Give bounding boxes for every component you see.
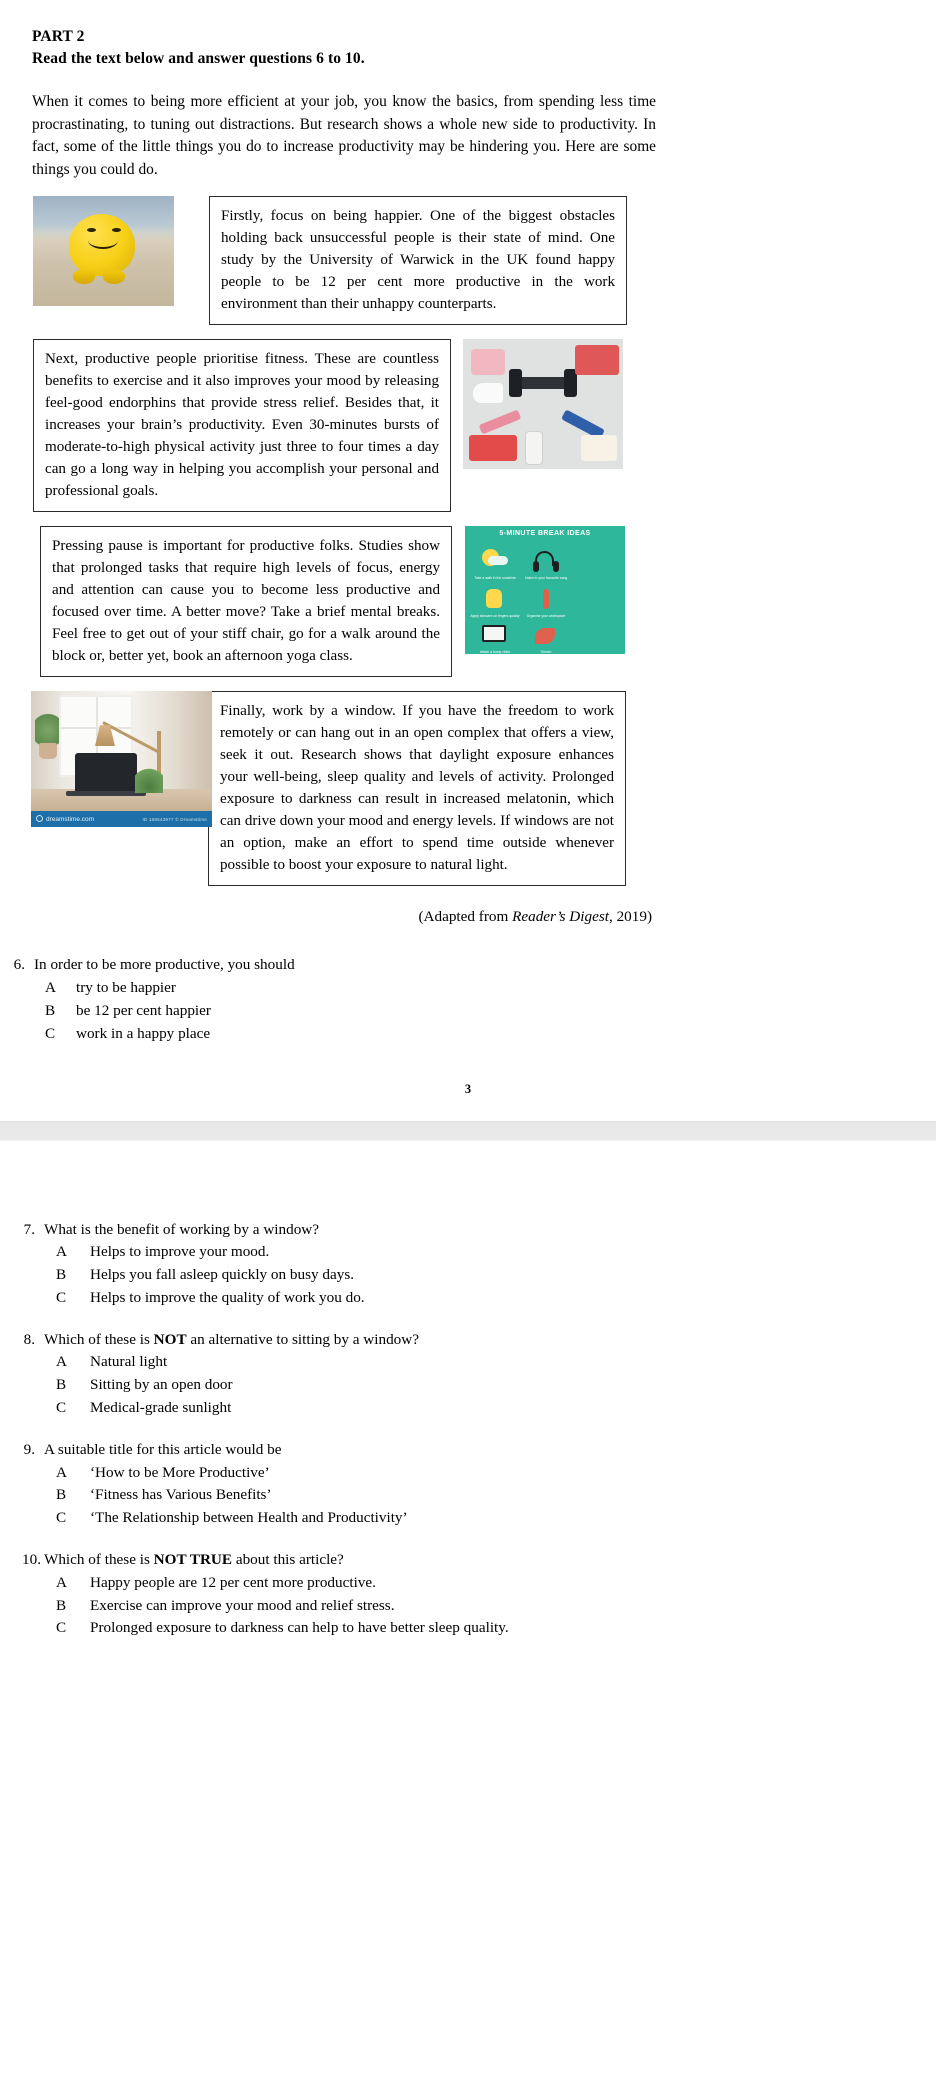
option-text: Helps you fall asleep quickly on busy days.: [90, 1266, 355, 1284]
option-letter: A: [45, 979, 56, 997]
option-letter: A: [56, 1243, 67, 1261]
passage-text-window: Finally, work by a window. If you have the freedom to work remotely or can hang out in an open complex that offers a view, seek it out. Research shows that daylight exposure enhances your well-being, sleep quality and levels of activity. Prolonged exposure to darkness can result in increased melatonin, which can drive down your mood and energy levels. If windows are not an option, make an effort to spend time outside whenever possible to boost your exposure to natural light.: [208, 691, 626, 886]
passage-text-breaks: Pressing pause is important for productive folks. Studies show that prolonged tasks that require high levels of focus, energy and attention can cause you to become less productive and focused over time. A better move? Take a brief mental breaks. Feel free to get out of your stiff chair, go for a walk around the block or, better yet, book an afternoon yoga class.: [40, 526, 452, 677]
option-text: ‘How to be More Productive’: [90, 1463, 270, 1481]
option-text: Natural light: [90, 1353, 168, 1371]
option-letter: B: [56, 1596, 67, 1614]
answer-option[interactable]: [0, 1264, 936, 1287]
option-letter: B: [45, 1001, 56, 1019]
option-text: ‘Fitness has Various Benefits’: [90, 1486, 272, 1504]
question-stem: [0, 1219, 936, 1242]
answer-option[interactable]: [0, 1351, 936, 1374]
option-text: Exercise can improve your mood and relief stress.: [90, 1596, 395, 1614]
option-text: Happy people are 12 per cent more productive.: [90, 1573, 376, 1591]
passage-text-fitness: Next, productive people prioritise fitness. These are countless benefits to exercise and it also improves your mood by releasing feel-good endorphins that provide stress relief. Besides that, it increases your brain’s productivity. Even 30-minutes bursts of moderate-to-high physical activity just three to four times a day can go a long way in helping you accomplish your personal and professional goals.: [33, 339, 451, 512]
infographic-cell-label: Watch a funny video: [479, 649, 511, 654]
option-text: Prolonged exposure to darkness can help to have better sleep quality.: [90, 1619, 509, 1637]
question-number: 9.: [23, 1440, 35, 1458]
option-letter: C: [56, 1399, 67, 1417]
question-stem: [0, 1439, 936, 1462]
part-instruction: Read the text below and answer questions 6 to 10.: [32, 50, 365, 68]
question-item: [0, 1219, 936, 1310]
infographic-cell-label: Apply skincare on fingers quickly: [470, 613, 520, 618]
question-text: A suitable title for this article would be: [44, 1440, 282, 1458]
option-letter: C: [56, 1509, 67, 1527]
option-text: Helps to improve the quality of work you do.: [90, 1288, 365, 1306]
intro-paragraph: When it comes to being more efficient at your job, you know the basics, from spending less time procrastinating, to tuning out distractions. But research shows a whole new side to productivity. In fact, some of the little things you do to increase productivity may be hindering you. Here are some things you could do.: [32, 92, 656, 178]
option-letter: A: [56, 1573, 67, 1591]
option-text: Helps to improve your mood.: [90, 1243, 270, 1261]
source-attribution: [0, 908, 652, 926]
watermark-code: ID 168543977 © Dreamstime: [142, 816, 207, 822]
passage-block-happier: [0, 196, 936, 325]
answer-option[interactable]: [0, 1595, 936, 1618]
question-item: [0, 1329, 936, 1420]
gym-equipment-flatlay-photo: [463, 339, 623, 469]
option-letter: C: [56, 1619, 67, 1637]
question-item: [0, 954, 936, 1045]
option-text: Sitting by an open door: [90, 1376, 233, 1394]
answer-option[interactable]: [0, 1397, 936, 1420]
option-text: Medical-grade sunlight: [90, 1399, 232, 1417]
question-number: 8.: [23, 1330, 35, 1348]
answer-option[interactable]: [0, 1572, 936, 1595]
home-office-desk-by-window-photo: [31, 691, 212, 827]
watermark-site: dreamstime.com: [46, 816, 95, 824]
answer-option[interactable]: [0, 977, 936, 1000]
passage-block-window: [0, 691, 936, 886]
option-letter: A: [56, 1353, 67, 1371]
question-number: 7.: [23, 1220, 35, 1238]
question-number: 6.: [13, 956, 25, 974]
attribution-suffix: , 2019): [608, 908, 652, 926]
question-stem: [0, 954, 936, 977]
answer-option[interactable]: [0, 1507, 936, 1530]
question-item: [0, 1439, 936, 1530]
attribution-source: Reader’s Digest: [512, 908, 609, 926]
passage-text-happier: Firstly, focus on being happier. One of the biggest obstacles holding back unsuccessful people is their state of mind. One study by the University of Warwick in the UK found happy people to be 12 per cent more productive in the work environment than their unhappy counterparts.: [209, 196, 627, 325]
option-text: try to be happier: [76, 979, 176, 997]
answer-option[interactable]: [0, 1241, 936, 1264]
answer-option[interactable]: [0, 1023, 936, 1046]
question-item: [0, 1549, 936, 1640]
answer-option[interactable]: [0, 1484, 936, 1507]
question-text: Which of these is NOT an alternative to sitting by a window?: [44, 1330, 419, 1348]
infographic-cell-label: Organise your workspace: [526, 613, 566, 618]
five-minute-break-ideas-infographic: [465, 526, 625, 654]
questions-list-page-two: [0, 1219, 936, 1641]
answer-option[interactable]: [0, 1617, 936, 1640]
option-letter: C: [56, 1288, 67, 1306]
answer-option[interactable]: [0, 1462, 936, 1485]
answer-option[interactable]: [0, 1374, 936, 1397]
questions-list-page-one: [0, 954, 936, 1045]
question-number: 10.: [22, 1551, 41, 1569]
part-label: PART 2: [32, 28, 85, 45]
passage-block-breaks: [40, 526, 936, 677]
passage-block-fitness: [33, 339, 936, 512]
option-letter: A: [56, 1463, 67, 1481]
question-text: Which of these is NOT TRUE about this article?: [44, 1551, 344, 1569]
option-text: be 12 per cent happier: [76, 1001, 211, 1019]
infographic-cell-label: Stretch: [540, 649, 552, 654]
option-letter: B: [56, 1486, 67, 1504]
option-text: work in a happy place: [76, 1024, 211, 1042]
question-text: What is the benefit of working by a window?: [44, 1220, 319, 1238]
attribution-prefix: (Adapted from: [418, 908, 513, 926]
question-stem: [0, 1549, 936, 1572]
option-letter: B: [56, 1376, 67, 1394]
smiley-ball-on-beach-photo: [33, 196, 174, 306]
question-text: In order to be more productive, you should: [34, 956, 295, 974]
question-stem: [0, 1329, 936, 1352]
answer-option[interactable]: [0, 1287, 936, 1310]
infographic-title: 5-MINUTE BREAK IDEAS: [465, 526, 625, 541]
infographic-cell-label: Listen to your favourite song: [524, 575, 568, 580]
page-break-divider: [0, 1121, 936, 1141]
option-text: ‘The Relationship between Health and Productivity’: [90, 1509, 408, 1527]
dreamstime-watermark-bar: [31, 811, 212, 827]
page-number: 3: [464, 1081, 472, 1096]
option-letter: C: [45, 1024, 56, 1042]
answer-option[interactable]: [0, 1000, 936, 1023]
worksheet-page-two: [0, 1141, 936, 1641]
infographic-cell-label: Take a walk in the sunshine: [474, 575, 516, 580]
option-letter: B: [56, 1266, 67, 1284]
